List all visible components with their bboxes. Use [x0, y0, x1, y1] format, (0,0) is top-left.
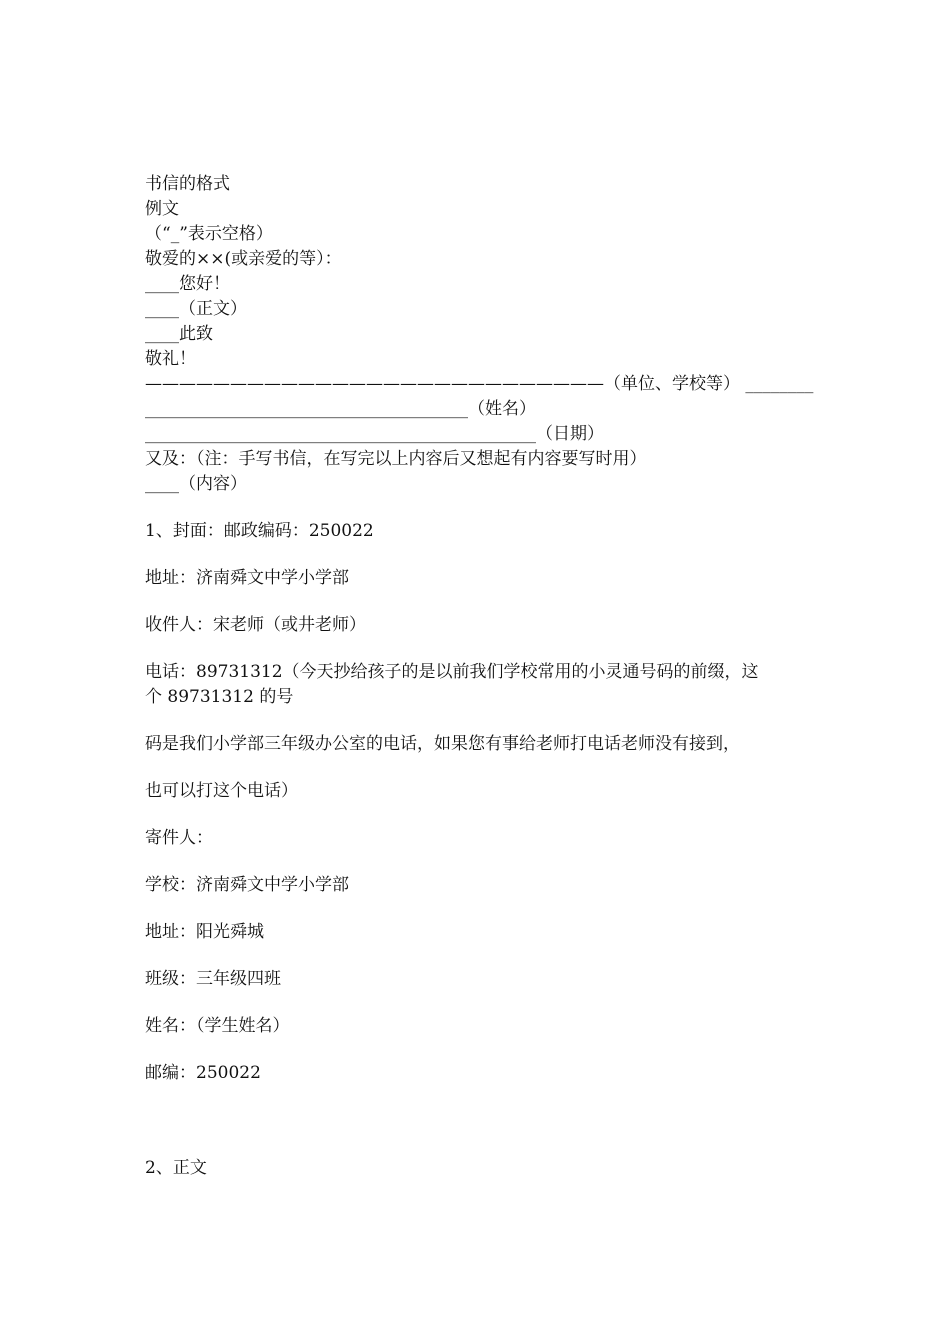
document-title: 书信的格式 [145, 174, 230, 194]
envelope-recipient: 收件人：宋老师（或井老师） [145, 615, 366, 635]
closing-line-2: 敬礼！ [145, 349, 196, 369]
closing-line-1: ____此致 [145, 324, 213, 344]
postscript-line: 又及：（注：手写书信，在写完以上内容后又想起有内容要写时用） [145, 449, 647, 469]
body-line: ____（正文） [145, 299, 247, 319]
envelope-school: 学校：济南舜文中学小学部 [145, 875, 349, 895]
envelope-sender-label: 寄件人： [145, 828, 213, 848]
envelope-address: 地址：济南舜文中学小学部 [145, 568, 349, 588]
greeting-line: ____您好！ [145, 274, 230, 294]
salutation-line: 敬爱的××(或亲爱的等）： [145, 249, 342, 269]
envelope-sender-address: 地址：阳光舜城 [145, 922, 264, 942]
envelope-class: 班级：三年级四班 [145, 969, 281, 989]
envelope-phone-line-3: 码是我们小学部三年级办公室的电话，如果您有事给老师打电话老师没有接到， [145, 734, 740, 754]
signature-name-line: ______________________________________（姓名） [145, 399, 536, 419]
envelope-postcode: 邮编：250022 [145, 1063, 261, 1083]
section-2-heading: 2、正文 [145, 1158, 207, 1178]
signature-unit-line: ———————————————————————————（单位、学校等） ________ [145, 374, 814, 394]
envelope-heading: 1、封面：邮政编码：250022 [145, 521, 374, 541]
envelope-phone-line-1: 电话：89731312（今天抄给孩子的是以前我们学校常用的小灵通号码的前缀，这 [145, 662, 759, 682]
envelope-name: 姓名：（学生姓名） [145, 1016, 290, 1036]
example-label: 例文 [145, 199, 179, 219]
signature-date-line: ______________________________________________（日期） [145, 424, 604, 444]
envelope-phone-line-2: 个 89731312 的号 [145, 687, 294, 707]
postscript-content-line: ____（内容） [145, 474, 247, 494]
space-note: （“_”表示空格） [145, 224, 273, 244]
envelope-phone-line-4: 也可以打这个电话） [145, 781, 298, 801]
